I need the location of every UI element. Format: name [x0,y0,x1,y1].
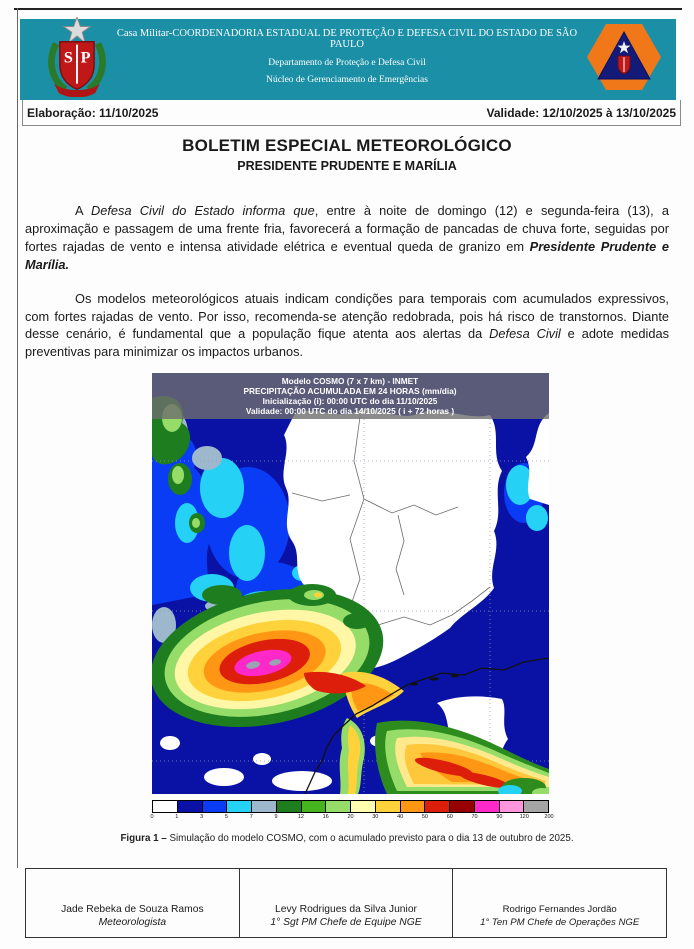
precipitation-map [152,373,549,794]
header-text [110,28,584,92]
paragraph-2 [25,290,669,362]
title-block [0,136,694,173]
signature-role: Meteorologista [98,917,167,928]
body-text [25,202,669,377]
elaboracao-date: Elaboração: 11/10/2025 [27,105,159,120]
signature-cell-meteorologist [26,869,239,937]
p1-italic: Defesa Civil do Estado informa que [91,203,315,218]
map-title-overlay [152,373,549,419]
bulletin-subtitle: PRESIDENTE PRUDENTE E MARÍLIA [237,159,457,173]
map-title-line3: Inicialização (i): 00:00 UTC do dia 11/10/2025 [262,396,438,406]
signature-name: Jade Rebeka de Souza Ramos [61,904,204,915]
p2-part2: e adote medidas preventivas para minimizar os impactos urbanos. [25,326,669,360]
figure-caption [0,833,694,844]
map-title-line2: PRECIPITAÇÃO ACUMULADA EM 24 HORAS (mm/dia) [243,386,457,396]
p1-rest: , entre à noite de domingo (12) e segunda-feira (13), a aproximação e passagem de uma frente fria, favorecerá a formação de pancadas de chuva forte, seguidas por fortes rajadas de vento e intensa atividade elétrica e eventual queda de granizo em [25,203,669,254]
page-top-border [14,8,682,10]
precipitation-map-figure [150,373,554,822]
caption-label: Figura 1 – [120,833,167,844]
map-title-line1: Modelo COSMO (7 x 7 km) - INMET [281,376,419,386]
validade-date: Validade: 12/10/2025 à 13/10/2025 [486,105,676,120]
p2-part1: Os modelos meteorológicos atuais indicam condições para temporais com acumulados expressivos, com fortes rajadas de vento. Por isso, recomenda-se atenção redobrada, pois há risco de transtornos. Diante desse cenário, é fundamental que a população fique atenta aos alertas da [25,290,669,342]
bulletin-title: BOLETIM ESPECIAL METEOROLÓGICO [182,136,512,155]
map-colorbar-labels: 0 1 3 5 7 9 12 16 20 30 40 50 60 70 90 120 200 [150,814,554,820]
map-colorbar [152,800,549,813]
signature-role: 1° Sgt PM Chefe de Equipe NGE [270,917,422,928]
svg-text:S: S [63,48,73,67]
signature-footer [25,868,667,938]
signature-cell-team-chief [239,869,453,937]
caption-text: Simulação do modelo COSMO, com o acumulado previsto para o dia 13 de outubro de 2025. [166,833,574,844]
signature-name: Rodrigo Fernandes Jordão [502,904,617,915]
signature-cell-operations-chief [452,869,666,937]
header-banner [20,19,676,100]
p2-italic: Defesa Civil [489,326,561,342]
header-line1: Casa Militar-COORDENADORIA ESTADUAL DE PROTEÇÃO E DEFESA CIVIL DO ESTADO DE SÃO PAULO [116,27,578,50]
sp-coat-of-arms-icon [44,17,110,102]
signature-role: 1° Ten PM Chefe de Operações NGE [480,917,640,928]
map-title-line4: Validade: 00:00 UTC do dia 14/10/2025 ( i + 72 horas ) [245,406,455,416]
civil-defense-logo-icon [584,17,664,102]
paragraph-1 [25,202,669,274]
p1-lead: A [75,203,92,218]
p1-bold: Presidente Prudente e Marília. [25,238,670,272]
signature-name: Levy Rodrigues da Silva Junior [275,904,417,915]
svg-text:P: P [80,48,91,67]
header-line3: Núcleo de Gerenciamento de Emergências [266,74,428,85]
meta-row [22,100,681,126]
header-line2: Departamento de Proteção e Defesa Civil [268,57,426,68]
